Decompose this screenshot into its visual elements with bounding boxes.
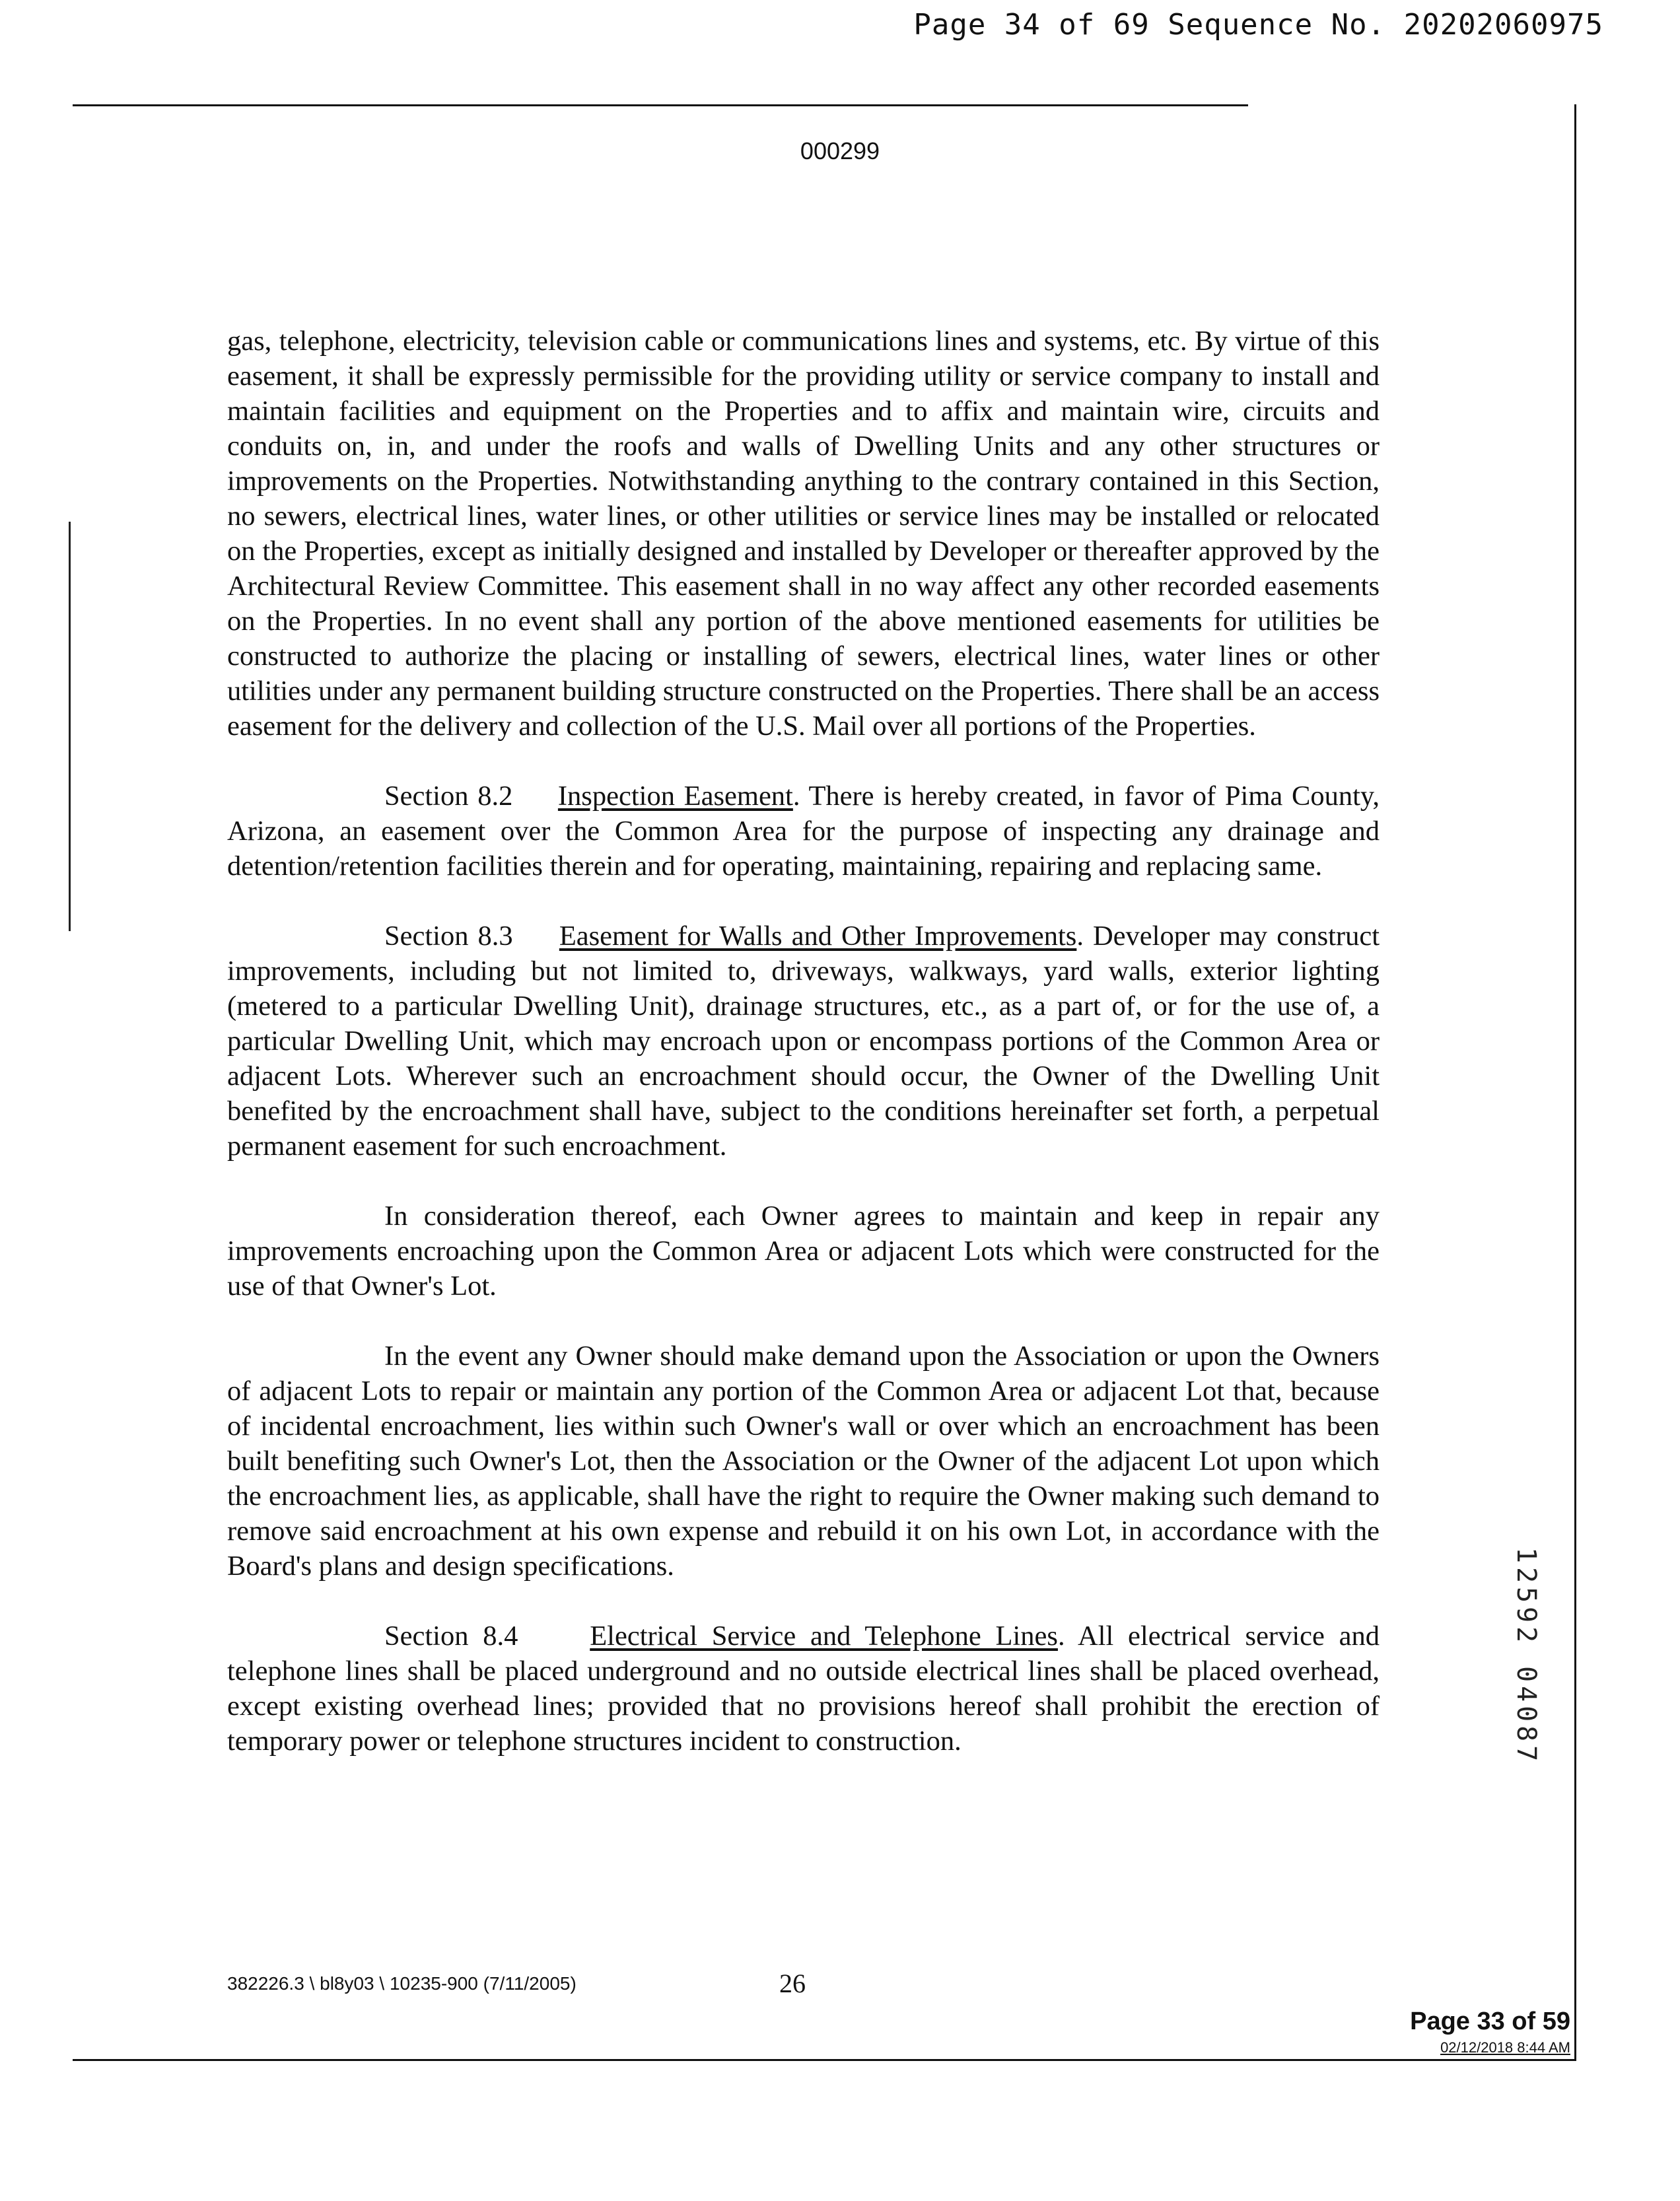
section-8-2-label: Section 8.2 [384,781,513,812]
side-number-glyph: 1 [1511,1547,1541,1564]
paragraph-utilities-text: gas, telephone, electricity, television cable or communications lines and systems, etc. By virtue of this easement, it shall be expressly permissible for the providing utility or service company to install and maintain facilities and equipment on the Properties and to affix and maintain wire, circuits and conduits on, in, and under the roofs and walls of Dwelling Units and any other structures or improvements on the Properties. Notwithstanding anything to the contrary contained in this Section, no sewers, electrical lines, water lines, or other utilities or service lines may be installed or relocated on the Properties, except as initially designed and installed by Developer or thereafter approved by the Architectural Review Committee. This easement shall in no way affect any other recorded easements on the Properties. In no event shall any portion of the above mentioned easements for utilities be constructed to authorize the placing or installing of sewers, electrical lines, water lines or other utilities under any permanent building structure constructed on the Properties. There shall be an access easement for the delivery and collection of the U.S. Mail over all portions of the Properties. [227,326,1380,742]
recorder-stamp-page: Page 33 of 59 [1410,2008,1570,2035]
side-number-glyph: 9 [1511,1606,1541,1623]
section-8-3-text: . Developer may construct improvements, including but not limited to, driveways, walkways, yard walls, exterior lighting (metered to a particular Dwelling Unit), drainage structures, etc., as a part of, or for the use of, a particular Dwelling Unit, which may encroach upon or encompass portions of the Common Area or adjacent Lots. Wherever such an encroachment should occur, the Owner of the Dwelling Unit benefited by the encroachment shall have, subject to the conditions hereinafter set forth, a perpetual permanent easement for such encroachment. [227,921,1380,1162]
paragraph-utilities [227,324,1380,744]
bottom-rule [73,2059,1576,2061]
paragraph-consideration [227,1199,1380,1304]
section-8-2 [227,779,1380,884]
side-recording-number [1510,1545,1543,1763]
left-margin-mark [69,522,71,931]
section-8-4 [227,1619,1380,1759]
recorder-header: Page 34 of 69 Sequence No. 20202060975 [913,8,1603,42]
right-border [1574,104,1576,2060]
paragraph-event [227,1339,1380,1584]
section-8-4-text: . All electrical service and telephone lines shall be placed underground and no outside electrical lines shall be placed overhead, except existing overhead lines; provided that no provisions hereof shall prohibit the erection of temporary power or telephone structures incident to construction. [227,1621,1380,1757]
side-number-glyph: 8 [1511,1725,1541,1742]
recorder-stamp-date: 02/12/2018 8:44 AM [1440,2039,1570,2056]
section-8-3-label: Section 8.3 [384,921,513,952]
side-number-glyph: 7 [1511,1745,1541,1762]
body-text [227,324,1380,1794]
paragraph-consideration-text: In consideration thereof, each Owner agrees to maintain and keep in repair any improvements encroaching upon the Common Area or adjacent Lots which were constructed for the use of that Owner's Lot. [227,1201,1380,1302]
section-8-4-title: Electrical Service and Telephone Lines [590,1621,1058,1652]
side-number-glyph: 0 [1511,1665,1541,1683]
side-number-glyph: 2 [1511,1566,1541,1584]
side-number-glyph: 4 [1511,1685,1541,1702]
doc-number: 000299 [800,137,880,164]
footer-reference: 382226.3 \ bl8y03 \ 10235-900 (7/11/2005) [227,1973,577,1994]
section-8-3 [227,919,1380,1164]
section-8-3-title: Easement for Walls and Other Improvements [559,921,1077,952]
side-number-glyph: 0 [1511,1705,1541,1722]
footer-page-number: 26 [779,1969,806,1998]
top-rule [73,104,1248,106]
section-8-2-title: Inspection Easement [557,781,793,812]
side-number-glyph: 2 [1511,1626,1541,1643]
side-number-glyph: 5 [1511,1586,1541,1603]
section-8-4-label: Section 8.4 [384,1621,518,1652]
paragraph-event-text: In the event any Owner should make demand upon the Association or upon the Owners of adjacent Lots to repair or maintain any portion of the Common Area or adjacent Lot that, because of incidental encroachment, lies within such Owner's wall or over which an encroachment has been built benefiting such Owner's Lot, then the Association or the Owner of the adjacent Lot upon which the encroachment lies, as applicable, shall have the right to require the Owner making such demand to remove said encroachment at his own expense and rebuild it on his own Lot, in accordance with the Board's plans and design specifications. [227,1341,1380,1582]
section-8-2-text: . There is hereby created, in favor of Pima County, Arizona, an easement over the Common Area for the purpose of inspecting any drainage and detention/retention facilities therein and for operating, maintaining, repairing and replacing same. [227,781,1380,882]
